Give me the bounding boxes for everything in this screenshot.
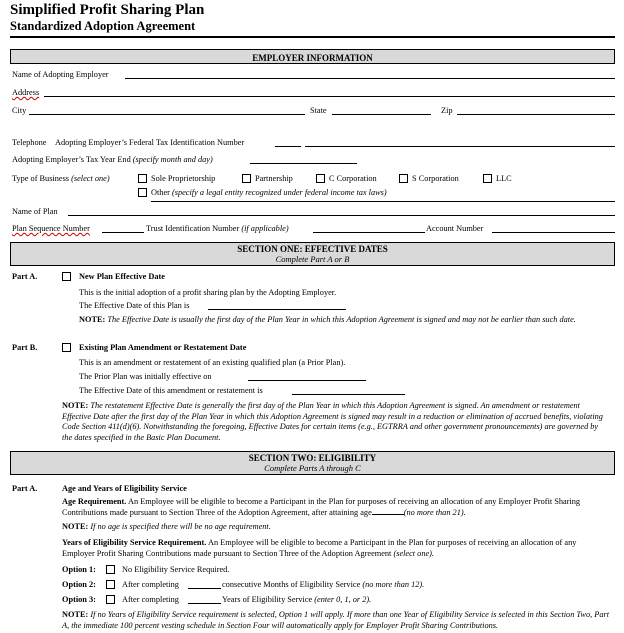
option3-checkbox[interactable]: [106, 595, 115, 604]
new-plan-line2: The Effective Date of this Plan is: [79, 301, 190, 310]
existing-plan-title: Existing Plan Amendment or Restatement Date: [79, 343, 247, 352]
age-note-label: NOTE:: [62, 522, 89, 531]
c-corporation-label: C Corporation: [329, 174, 377, 183]
s-corporation-checkbox[interactable]: [399, 174, 408, 183]
age-requirement-text: An Employee will be eligible to become a Participant in the Plan for purposes of receiving an allocation of any Employer Profit Sharing Contributions made pursuant to Section Three of the Adoption Agreement, after attaining age: [62, 497, 581, 517]
zip-label: Zip: [441, 106, 453, 115]
title-rule: [10, 36, 615, 38]
state-field[interactable]: [332, 114, 431, 115]
other-checkbox[interactable]: [138, 188, 147, 197]
existing-plan-checkbox[interactable]: [62, 343, 71, 352]
eligibility-note-label: NOTE:: [62, 610, 89, 619]
s-corporation-label: S Corporation: [412, 174, 459, 183]
employer-info-title: EMPLOYER INFORMATION: [252, 53, 373, 63]
option3-pre: After completing: [122, 595, 179, 604]
trust-id-hint: (if applicable): [241, 224, 289, 233]
section-one-title: SECTION ONE: EFFECTIVE DATES: [237, 244, 388, 254]
plan-seq-field[interactable]: [102, 232, 144, 233]
age-service-title: Age and Years of Eligibility Service: [62, 484, 187, 493]
restatement-date-field[interactable]: [292, 394, 405, 395]
existing-plan-line1: This is an amendment or restatement of an existing qualified plan (a Prior Plan).: [79, 358, 346, 367]
age-requirement-title: Age Requirement.: [62, 497, 127, 506]
section-one-note-label: NOTE:: [62, 401, 89, 410]
telephone-field[interactable]: [275, 146, 301, 147]
plan-name-label: Name of Plan: [12, 207, 58, 216]
sole-proprietorship-checkbox[interactable]: [138, 174, 147, 183]
business-type-hint: (select one): [71, 174, 110, 183]
plan-name-field[interactable]: [68, 215, 615, 216]
city-field[interactable]: [29, 114, 305, 115]
sole-proprietorship-label: Sole Proprietorship: [151, 174, 216, 183]
document-subtitle: Standardized Adoption Agreement: [10, 19, 196, 33]
age-field[interactable]: [372, 514, 404, 515]
section-two-subtitle: Complete Parts A through C: [264, 463, 361, 473]
age-requirement-hint: (no more than 21).: [403, 507, 466, 517]
service-requirement-text: An Employee will be eligible to become a Participant in the Plan for purposes of receiving an allocation of any Employer Profit Sharing Contributions made pursuant to Section Three of the Adoption Agreement: [62, 538, 577, 558]
business-type-label: Type of Business: [12, 174, 70, 183]
age-note: If no age is specified there will be no age requirement.: [90, 522, 271, 531]
new-plan-note-label: NOTE:: [79, 315, 106, 324]
existing-plan-line3: The Effective Date of this amendment or restatement is: [79, 386, 263, 395]
prior-plan-date-field[interactable]: [248, 380, 366, 381]
eligibility-note: If no Years of Eligibility Service requirement is selected, Option 1 will apply. If more than one Year of Eligibility Service is selected in this Section Two, Part A, the immediate 100 percent vesting schedule in Section Four will automatically apply for Employer Profit Sharing Contributions.: [62, 610, 609, 630]
service-requirement-hint: (select one).: [393, 548, 434, 558]
option3-hint: (enter 0, 1, or 2).: [314, 595, 372, 604]
section-one-subtitle: Complete Part A or B: [275, 254, 350, 264]
address-label: Address: [12, 88, 40, 97]
section-one-part-b-label: Part B.: [12, 343, 38, 352]
zip-field[interactable]: [457, 114, 615, 115]
partnership-checkbox[interactable]: [242, 174, 251, 183]
option3-post: Years of Eligibility Service: [222, 595, 313, 604]
plan-seq-label: Plan Sequence Number: [12, 224, 90, 233]
trust-id-label: Trust Identification Number: [146, 224, 240, 233]
section-one-part-a-label: Part A.: [12, 272, 38, 281]
section-one-header: [10, 242, 615, 266]
address-field[interactable]: [44, 96, 615, 97]
option1-checkbox[interactable]: [106, 565, 115, 574]
section-two-header: [10, 451, 615, 475]
tax-id-label: Adopting Employer’s Federal Tax Identification Number: [55, 138, 245, 147]
new-plan-checkbox[interactable]: [62, 272, 71, 281]
new-plan-title: New Plan Effective Date: [79, 272, 165, 281]
llc-label: LLC: [496, 174, 512, 183]
account-field[interactable]: [492, 232, 615, 233]
section-one-note: The restatement Effective Date is generally the first day of the Plan Year in which this Adoption Agreement is signed. An amendment or restatement Effective Date after the first day of the Plan Year in which this Adoption Agreement is signed may result in a reduction or elimination of accrued benefits, violating Code Section 411(d)(6). Notwithstanding the foregoing, Effective Dates for certain items (e.g., EGTRRA and other government pronouncements) are governed by the dates specified in the Basic Plan Document.: [62, 401, 603, 442]
option3-years-field[interactable]: [188, 603, 221, 604]
section-two-title: SECTION TWO: ELIGIBILITY: [248, 453, 377, 463]
account-label: Account Number: [426, 224, 484, 233]
option1-label: Option 1:: [62, 565, 96, 574]
existing-plan-line2: The Prior Plan was initially effective on: [79, 372, 212, 381]
employer-name-field[interactable]: [125, 78, 615, 79]
other-hint: (specify a legal entity recognized under federal income tax laws): [171, 188, 387, 197]
option2-label: Option 2:: [62, 580, 96, 589]
document-title: Simplified Profit Sharing Plan: [10, 2, 205, 18]
section-two-part-a-label: Part A.: [12, 484, 38, 493]
tax-id-field[interactable]: [305, 146, 615, 147]
city-label: City: [12, 106, 27, 115]
other-label: Other: [151, 188, 170, 197]
trust-id-field[interactable]: [313, 232, 425, 233]
partnership-label: Partnership: [255, 174, 293, 183]
new-plan-line1: This is the initial adoption of a profit sharing plan by the Adopting Employer.: [79, 288, 337, 297]
llc-checkbox[interactable]: [483, 174, 492, 183]
option2-post: consecutive Months of Eligibility Service: [222, 580, 361, 589]
option2-hint: (no more than 12).: [362, 580, 425, 589]
option2-months-field[interactable]: [188, 588, 221, 589]
service-requirement-title: Years of Eligibility Service Requirement.: [62, 538, 207, 547]
c-corporation-checkbox[interactable]: [316, 174, 325, 183]
new-plan-effective-date-field[interactable]: [208, 309, 346, 310]
employer-name-label: Name of Adopting Employer: [12, 70, 109, 79]
tax-year-hint: (specify month and day): [132, 155, 213, 164]
state-label: State: [310, 106, 327, 115]
tax-year-field[interactable]: [250, 163, 357, 164]
tax-year-label: Adopting Employer’s Tax Year End: [12, 155, 131, 164]
telephone-label: Telephone: [12, 138, 47, 147]
employer-info-header: [10, 49, 615, 64]
new-plan-note: The Effective Date is usually the first day of the Plan Year in which this Adoption Agreement is signed and may not be earlier than such date.: [107, 315, 576, 324]
option3-label: Option 3:: [62, 595, 96, 604]
option1-text: No Eligibility Service Required.: [122, 565, 230, 574]
other-field[interactable]: [151, 201, 615, 202]
option2-checkbox[interactable]: [106, 580, 115, 589]
option2-pre: After completing: [122, 580, 179, 589]
